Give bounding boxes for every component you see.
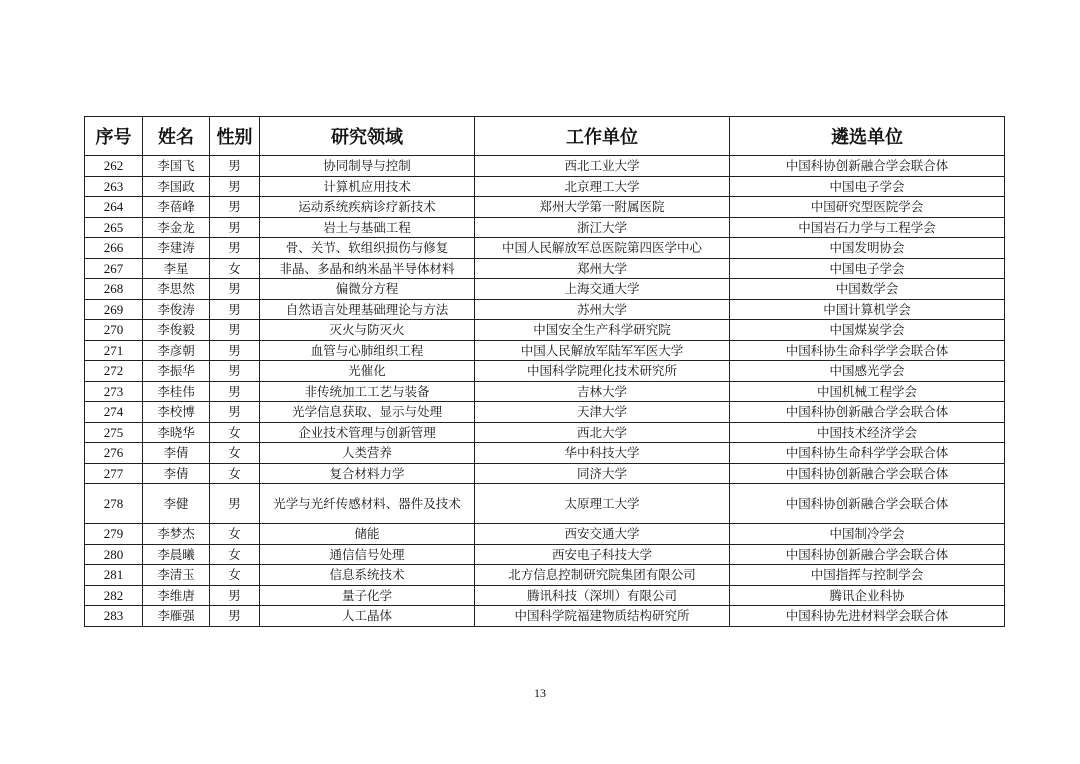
- cell-serial-number: 263: [85, 176, 143, 197]
- cell-serial-number: 268: [85, 279, 143, 300]
- cell-name: 李振华: [143, 361, 210, 382]
- cell-work-unit: 苏州大学: [475, 299, 730, 320]
- cell-work-unit: 郑州大学: [475, 258, 730, 279]
- cell-gender: 男: [210, 381, 260, 402]
- cell-work-unit: 天津大学: [475, 402, 730, 423]
- table-row: [85, 565, 1005, 586]
- cell-serial-number: 271: [85, 340, 143, 361]
- cell-serial-number: 274: [85, 402, 143, 423]
- talent-list-table: [84, 116, 1005, 627]
- cell-name: 李国政: [143, 176, 210, 197]
- table-row: [85, 279, 1005, 300]
- cell-name: 李晨曦: [143, 544, 210, 565]
- header-serial-number: 序号: [85, 117, 143, 156]
- cell-research-field: 非传统加工工艺与装备: [260, 381, 475, 402]
- cell-serial-number: 275: [85, 422, 143, 443]
- table-body: [85, 156, 1005, 627]
- table-row: [85, 176, 1005, 197]
- cell-research-field: 协同制导与控制: [260, 156, 475, 177]
- cell-name: 李桂伟: [143, 381, 210, 402]
- cell-work-unit: 西安交通大学: [475, 524, 730, 545]
- cell-selection-unit: 中国数学会: [730, 279, 1005, 300]
- cell-name: 李俊涛: [143, 299, 210, 320]
- cell-selection-unit: 中国指挥与控制学会: [730, 565, 1005, 586]
- cell-research-field: 自然语言处理基础理论与方法: [260, 299, 475, 320]
- cell-gender: 男: [210, 402, 260, 423]
- cell-work-unit: 上海交通大学: [475, 279, 730, 300]
- table-row: [85, 606, 1005, 627]
- table-row: [85, 524, 1005, 545]
- cell-research-field: 光催化: [260, 361, 475, 382]
- cell-gender: 男: [210, 606, 260, 627]
- cell-selection-unit: 中国科协生命科学学会联合体: [730, 340, 1005, 361]
- cell-selection-unit: 中国计算机学会: [730, 299, 1005, 320]
- header-work-unit: 工作单位: [475, 117, 730, 156]
- cell-serial-number: 281: [85, 565, 143, 586]
- cell-research-field: 岩土与基础工程: [260, 217, 475, 238]
- cell-research-field: 偏微分方程: [260, 279, 475, 300]
- cell-research-field: 信息系统技术: [260, 565, 475, 586]
- table-row: [85, 340, 1005, 361]
- cell-gender: 男: [210, 197, 260, 218]
- cell-serial-number: 266: [85, 238, 143, 259]
- cell-serial-number: 282: [85, 585, 143, 606]
- cell-name: 李星: [143, 258, 210, 279]
- cell-work-unit: 腾讯科技（深圳）有限公司: [475, 585, 730, 606]
- cell-name: 李维唐: [143, 585, 210, 606]
- header-name: 姓名: [143, 117, 210, 156]
- cell-gender: 男: [210, 238, 260, 259]
- cell-name: 李晓华: [143, 422, 210, 443]
- cell-gender: 男: [210, 299, 260, 320]
- cell-work-unit: 西北大学: [475, 422, 730, 443]
- table-row: [85, 402, 1005, 423]
- cell-research-field: 企业技术管理与创新管理: [260, 422, 475, 443]
- cell-selection-unit: 中国发明协会: [730, 238, 1005, 259]
- cell-serial-number: 265: [85, 217, 143, 238]
- cell-serial-number: 262: [85, 156, 143, 177]
- cell-gender: 男: [210, 320, 260, 341]
- cell-gender: 男: [210, 176, 260, 197]
- cell-serial-number: 273: [85, 381, 143, 402]
- cell-selection-unit: 中国制冷学会: [730, 524, 1005, 545]
- cell-gender: 男: [210, 217, 260, 238]
- cell-research-field: 运动系统疾病诊疗新技术: [260, 197, 475, 218]
- cell-serial-number: 278: [85, 484, 143, 524]
- cell-gender: 男: [210, 340, 260, 361]
- cell-selection-unit: 中国科协创新融合学会联合体: [730, 463, 1005, 484]
- cell-selection-unit: 中国科协创新融合学会联合体: [730, 484, 1005, 524]
- cell-work-unit: 西北工业大学: [475, 156, 730, 177]
- cell-name: 李雁强: [143, 606, 210, 627]
- cell-selection-unit: 中国岩石力学与工程学会: [730, 217, 1005, 238]
- cell-name: 李金龙: [143, 217, 210, 238]
- cell-name: 李国飞: [143, 156, 210, 177]
- cell-name: 李倩: [143, 443, 210, 464]
- cell-work-unit: 北京理工大学: [475, 176, 730, 197]
- table-row: [85, 299, 1005, 320]
- cell-work-unit: 西安电子科技大学: [475, 544, 730, 565]
- cell-selection-unit: 中国科协生命科学学会联合体: [730, 443, 1005, 464]
- cell-research-field: 光学信息获取、显示与处理: [260, 402, 475, 423]
- cell-research-field: 人工晶体: [260, 606, 475, 627]
- cell-serial-number: 267: [85, 258, 143, 279]
- table-row: [85, 463, 1005, 484]
- table-row: [85, 484, 1005, 524]
- cell-research-field: 灭火与防灭火: [260, 320, 475, 341]
- cell-selection-unit: 中国科协创新融合学会联合体: [730, 402, 1005, 423]
- cell-gender: 女: [210, 565, 260, 586]
- cell-name: 李俊毅: [143, 320, 210, 341]
- header-research-field: 研究领域: [260, 117, 475, 156]
- talent-list-table-container: [84, 116, 1004, 627]
- cell-name: 李倩: [143, 463, 210, 484]
- cell-gender: 男: [210, 361, 260, 382]
- cell-name: 李思然: [143, 279, 210, 300]
- cell-work-unit: 同济大学: [475, 463, 730, 484]
- cell-serial-number: 272: [85, 361, 143, 382]
- cell-selection-unit: 中国科协创新融合学会联合体: [730, 544, 1005, 565]
- header-selection-unit: 遴选单位: [730, 117, 1005, 156]
- cell-gender: 女: [210, 463, 260, 484]
- cell-gender: 女: [210, 422, 260, 443]
- cell-work-unit: 吉林大学: [475, 381, 730, 402]
- cell-name: 李清玉: [143, 565, 210, 586]
- cell-research-field: 人类营养: [260, 443, 475, 464]
- cell-work-unit: 太原理工大学: [475, 484, 730, 524]
- table-row: [85, 156, 1005, 177]
- cell-gender: 男: [210, 585, 260, 606]
- table-row: [85, 320, 1005, 341]
- cell-gender: 女: [210, 524, 260, 545]
- cell-selection-unit: 中国技术经济学会: [730, 422, 1005, 443]
- cell-selection-unit: 腾讯企业科协: [730, 585, 1005, 606]
- cell-name: 李彦朝: [143, 340, 210, 361]
- cell-serial-number: 277: [85, 463, 143, 484]
- cell-name: 李健: [143, 484, 210, 524]
- cell-serial-number: 283: [85, 606, 143, 627]
- table-row: [85, 544, 1005, 565]
- cell-serial-number: 276: [85, 443, 143, 464]
- cell-selection-unit: 中国科协先进材料学会联合体: [730, 606, 1005, 627]
- cell-serial-number: 264: [85, 197, 143, 218]
- cell-research-field: 非晶、多晶和纳米晶半导体材料: [260, 258, 475, 279]
- cell-name: 李建涛: [143, 238, 210, 259]
- table-row: [85, 422, 1005, 443]
- cell-work-unit: 华中科技大学: [475, 443, 730, 464]
- cell-selection-unit: 中国机械工程学会: [730, 381, 1005, 402]
- cell-research-field: 复合材料力学: [260, 463, 475, 484]
- cell-serial-number: 270: [85, 320, 143, 341]
- cell-name: 李校博: [143, 402, 210, 423]
- cell-name: 李蓓峰: [143, 197, 210, 218]
- table-row: [85, 217, 1005, 238]
- header-gender: 性别: [210, 117, 260, 156]
- cell-gender: 女: [210, 258, 260, 279]
- cell-serial-number: 279: [85, 524, 143, 545]
- cell-gender: 男: [210, 484, 260, 524]
- cell-research-field: 光学与光纤传感材料、器件及技术: [260, 484, 475, 524]
- cell-work-unit: 中国安全生产科学研究院: [475, 320, 730, 341]
- table-row: [85, 381, 1005, 402]
- table-row: [85, 361, 1005, 382]
- cell-research-field: 通信信号处理: [260, 544, 475, 565]
- cell-work-unit: 中国科学院理化技术研究所: [475, 361, 730, 382]
- cell-selection-unit: 中国电子学会: [730, 176, 1005, 197]
- cell-gender: 女: [210, 544, 260, 565]
- cell-gender: 女: [210, 443, 260, 464]
- cell-selection-unit: 中国感光学会: [730, 361, 1005, 382]
- cell-gender: 男: [210, 279, 260, 300]
- table-row: [85, 258, 1005, 279]
- cell-selection-unit: 中国电子学会: [730, 258, 1005, 279]
- cell-work-unit: 中国人民解放军总医院第四医学中心: [475, 238, 730, 259]
- table-header-row: [85, 117, 1005, 156]
- cell-selection-unit: 中国研究型医院学会: [730, 197, 1005, 218]
- table-row: [85, 197, 1005, 218]
- cell-serial-number: 280: [85, 544, 143, 565]
- cell-research-field: 血管与心肺组织工程: [260, 340, 475, 361]
- cell-work-unit: 郑州大学第一附属医院: [475, 197, 730, 218]
- cell-research-field: 骨、关节、软组织损伤与修复: [260, 238, 475, 259]
- table-row: [85, 443, 1005, 464]
- cell-name: 李梦杰: [143, 524, 210, 545]
- cell-work-unit: 北方信息控制研究院集团有限公司: [475, 565, 730, 586]
- cell-serial-number: 269: [85, 299, 143, 320]
- table-row: [85, 585, 1005, 606]
- table-row: [85, 238, 1005, 259]
- cell-gender: 男: [210, 156, 260, 177]
- page-number: 13: [534, 686, 546, 700]
- cell-research-field: 储能: [260, 524, 475, 545]
- cell-work-unit: 浙江大学: [475, 217, 730, 238]
- cell-selection-unit: 中国煤炭学会: [730, 320, 1005, 341]
- cell-work-unit: 中国科学院福建物质结构研究所: [475, 606, 730, 627]
- cell-selection-unit: 中国科协创新融合学会联合体: [730, 156, 1005, 177]
- cell-research-field: 计算机应用技术: [260, 176, 475, 197]
- cell-work-unit: 中国人民解放军陆军军医大学: [475, 340, 730, 361]
- cell-research-field: 量子化学: [260, 585, 475, 606]
